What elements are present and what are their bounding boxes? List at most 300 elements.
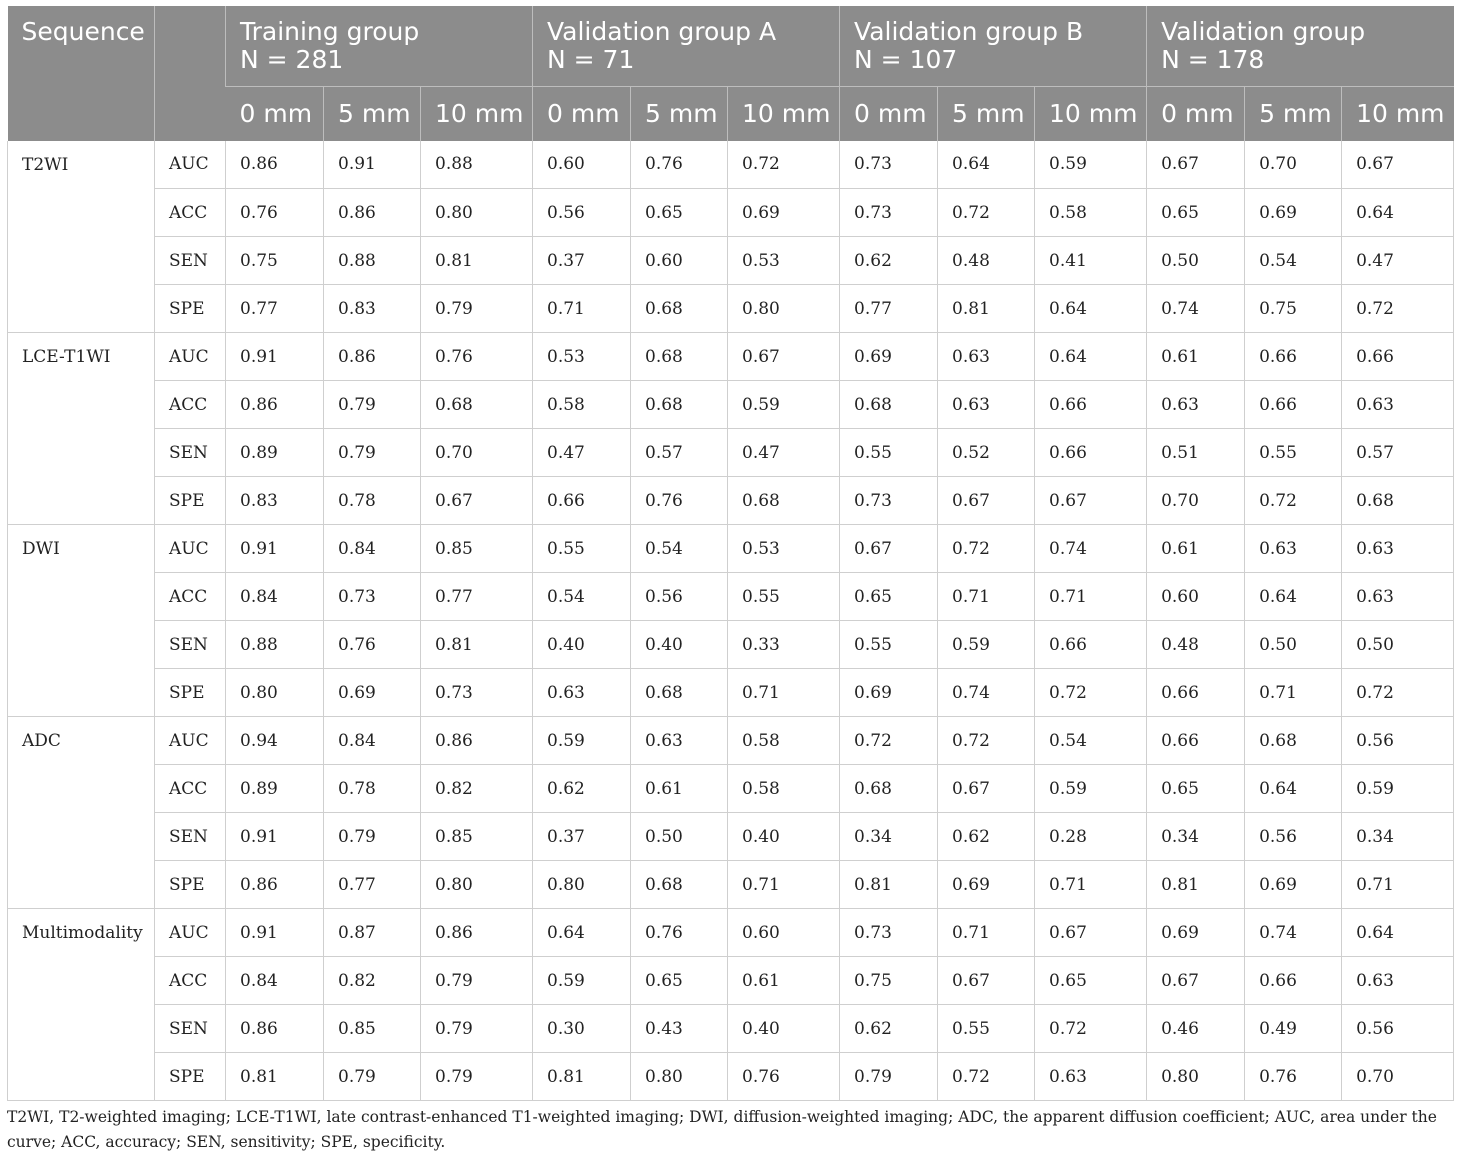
- metric-label: SEN: [155, 1005, 226, 1053]
- value-cell: 0.37: [533, 813, 631, 861]
- value-cell: 0.68: [421, 381, 533, 429]
- value-cell: 0.79: [421, 957, 533, 1005]
- value-cell: 0.79: [324, 381, 421, 429]
- value-cell: 0.67: [1035, 909, 1147, 957]
- value-cell: 0.84: [324, 717, 421, 765]
- value-cell: 0.63: [938, 333, 1035, 381]
- value-cell: 0.63: [1245, 525, 1342, 573]
- value-cell: 0.54: [1035, 717, 1147, 765]
- value-cell: 0.84: [226, 957, 324, 1005]
- value-cell: 0.91: [324, 141, 421, 189]
- value-cell: 0.55: [840, 429, 938, 477]
- value-cell: 0.50: [1342, 621, 1454, 669]
- value-cell: 0.72: [938, 189, 1035, 237]
- value-cell: 0.62: [840, 237, 938, 285]
- value-cell: 0.40: [728, 813, 840, 861]
- value-cell: 0.81: [421, 621, 533, 669]
- value-cell: 0.77: [421, 573, 533, 621]
- value-cell: 0.56: [533, 189, 631, 237]
- value-cell: 0.56: [631, 573, 728, 621]
- value-cell: 0.68: [631, 861, 728, 909]
- table-row: [8, 237, 1454, 285]
- distance-header: 5 mm: [938, 86, 1035, 141]
- value-cell: 0.52: [938, 429, 1035, 477]
- value-cell: 0.57: [631, 429, 728, 477]
- value-cell: 0.58: [728, 717, 840, 765]
- group-n: N = 107: [854, 45, 958, 74]
- value-cell: 0.50: [1147, 237, 1245, 285]
- value-cell: 0.75: [226, 237, 324, 285]
- value-cell: 0.65: [1147, 765, 1245, 813]
- value-cell: 0.43: [631, 1005, 728, 1053]
- distance-header: 0 mm: [1147, 86, 1245, 141]
- value-cell: 0.76: [728, 1053, 840, 1101]
- value-cell: 0.55: [533, 525, 631, 573]
- value-cell: 0.58: [1035, 189, 1147, 237]
- value-cell: 0.86: [324, 189, 421, 237]
- value-cell: 0.70: [1342, 1053, 1454, 1101]
- value-cell: 0.72: [1035, 669, 1147, 717]
- value-cell: 0.40: [533, 621, 631, 669]
- group-header-validation-b: [840, 6, 1147, 86]
- group-n: N = 281: [240, 45, 344, 74]
- sequence-name: LCE-T1WI: [8, 333, 155, 525]
- value-cell: 0.91: [226, 909, 324, 957]
- value-cell: 0.81: [421, 237, 533, 285]
- value-cell: 0.84: [226, 573, 324, 621]
- sequence-name: ADC: [8, 717, 155, 909]
- value-cell: 0.62: [938, 813, 1035, 861]
- value-cell: 0.47: [728, 429, 840, 477]
- value-cell: 0.67: [1342, 141, 1454, 189]
- value-cell: 0.72: [728, 141, 840, 189]
- value-cell: 0.67: [1147, 141, 1245, 189]
- value-cell: 0.86: [226, 1005, 324, 1053]
- value-cell: 0.72: [938, 717, 1035, 765]
- metric-label: SPE: [155, 861, 226, 909]
- value-cell: 0.67: [938, 477, 1035, 525]
- value-cell: 0.68: [631, 285, 728, 333]
- group-header-validation-a: [533, 6, 840, 86]
- value-cell: 0.55: [1245, 429, 1342, 477]
- value-cell: 0.63: [1342, 957, 1454, 1005]
- value-cell: 0.73: [421, 669, 533, 717]
- value-cell: 0.62: [840, 1005, 938, 1053]
- value-cell: 0.72: [840, 717, 938, 765]
- value-cell: 0.53: [728, 525, 840, 573]
- metric-label: SEN: [155, 429, 226, 477]
- value-cell: 0.88: [324, 237, 421, 285]
- value-cell: 0.50: [631, 813, 728, 861]
- value-cell: 0.53: [533, 333, 631, 381]
- value-cell: 0.79: [324, 1053, 421, 1101]
- value-cell: 0.64: [1035, 285, 1147, 333]
- value-cell: 0.74: [1245, 909, 1342, 957]
- distance-header: 10 mm: [728, 86, 840, 141]
- value-cell: 0.79: [421, 1053, 533, 1101]
- value-cell: 0.71: [938, 909, 1035, 957]
- value-cell: 0.76: [631, 477, 728, 525]
- value-cell: 0.81: [1147, 861, 1245, 909]
- group-title: Validation group: [1161, 17, 1366, 46]
- value-cell: 0.63: [1342, 525, 1454, 573]
- metric-label: AUC: [155, 141, 226, 189]
- value-cell: 0.67: [1147, 957, 1245, 1005]
- value-cell: 0.86: [324, 333, 421, 381]
- value-cell: 0.91: [226, 333, 324, 381]
- value-cell: 0.91: [226, 525, 324, 573]
- value-cell: 0.40: [728, 1005, 840, 1053]
- value-cell: 0.55: [840, 621, 938, 669]
- value-cell: 0.47: [1342, 237, 1454, 285]
- value-cell: 0.66: [1245, 381, 1342, 429]
- metric-label: AUC: [155, 717, 226, 765]
- metric-label: AUC: [155, 909, 226, 957]
- value-cell: 0.76: [324, 621, 421, 669]
- value-cell: 0.89: [226, 765, 324, 813]
- value-cell: 0.70: [421, 429, 533, 477]
- distance-header: 0 mm: [533, 86, 631, 141]
- results-table-container: [7, 6, 1453, 1155]
- table-header: [8, 6, 1454, 141]
- value-cell: 0.60: [1147, 573, 1245, 621]
- metric-label: SEN: [155, 813, 226, 861]
- value-cell: 0.64: [938, 141, 1035, 189]
- value-cell: 0.77: [840, 285, 938, 333]
- results-table: [7, 6, 1454, 1101]
- value-cell: 0.34: [1147, 813, 1245, 861]
- value-cell: 0.58: [533, 381, 631, 429]
- value-cell: 0.71: [1245, 669, 1342, 717]
- table-body: [8, 141, 1454, 1101]
- value-cell: 0.80: [631, 1053, 728, 1101]
- value-cell: 0.48: [938, 237, 1035, 285]
- value-cell: 0.80: [533, 861, 631, 909]
- value-cell: 0.79: [324, 429, 421, 477]
- value-cell: 0.62: [533, 765, 631, 813]
- value-cell: 0.83: [324, 285, 421, 333]
- table-row: [8, 477, 1454, 525]
- value-cell: 0.61: [1147, 525, 1245, 573]
- value-cell: 0.61: [1147, 333, 1245, 381]
- value-cell: 0.68: [728, 477, 840, 525]
- value-cell: 0.73: [840, 189, 938, 237]
- value-cell: 0.74: [1035, 525, 1147, 573]
- group-title: Training group: [240, 17, 420, 46]
- value-cell: 0.56: [1342, 717, 1454, 765]
- value-cell: 0.68: [631, 333, 728, 381]
- value-cell: 0.63: [1035, 1053, 1147, 1101]
- value-cell: 0.66: [1035, 381, 1147, 429]
- metric-label: SEN: [155, 237, 226, 285]
- distance-header: 0 mm: [840, 86, 938, 141]
- value-cell: 0.79: [324, 813, 421, 861]
- value-cell: 0.59: [1342, 765, 1454, 813]
- value-cell: 0.55: [728, 573, 840, 621]
- distance-header: 0 mm: [226, 86, 324, 141]
- table-row: [8, 717, 1454, 765]
- value-cell: 0.59: [533, 957, 631, 1005]
- value-cell: 0.69: [840, 333, 938, 381]
- group-header-training: [226, 6, 533, 86]
- value-cell: 0.83: [226, 477, 324, 525]
- value-cell: 0.51: [1147, 429, 1245, 477]
- table-row: [8, 669, 1454, 717]
- value-cell: 0.71: [938, 573, 1035, 621]
- table-row: [8, 861, 1454, 909]
- value-cell: 0.85: [421, 813, 533, 861]
- metric-label: SPE: [155, 669, 226, 717]
- value-cell: 0.63: [1342, 381, 1454, 429]
- distance-header: 10 mm: [421, 86, 533, 141]
- table-row: [8, 765, 1454, 813]
- value-cell: 0.69: [728, 189, 840, 237]
- value-cell: 0.49: [1245, 1005, 1342, 1053]
- value-cell: 0.73: [324, 573, 421, 621]
- value-cell: 0.86: [421, 909, 533, 957]
- value-cell: 0.79: [421, 1005, 533, 1053]
- value-cell: 0.50: [1245, 621, 1342, 669]
- value-cell: 0.76: [421, 333, 533, 381]
- value-cell: 0.59: [1035, 141, 1147, 189]
- value-cell: 0.70: [1147, 477, 1245, 525]
- value-cell: 0.65: [631, 957, 728, 1005]
- value-cell: 0.65: [1035, 957, 1147, 1005]
- value-cell: 0.70: [1245, 141, 1342, 189]
- group-n: N = 178: [1161, 45, 1265, 74]
- value-cell: 0.65: [631, 189, 728, 237]
- value-cell: 0.68: [631, 669, 728, 717]
- value-cell: 0.48: [1147, 621, 1245, 669]
- value-cell: 0.88: [226, 621, 324, 669]
- value-cell: 0.94: [226, 717, 324, 765]
- value-cell: 0.66: [1245, 333, 1342, 381]
- table-row: [8, 1053, 1454, 1101]
- value-cell: 0.76: [1245, 1053, 1342, 1101]
- value-cell: 0.74: [1147, 285, 1245, 333]
- value-cell: 0.68: [631, 381, 728, 429]
- table-row: [8, 189, 1454, 237]
- metric-label: SPE: [155, 285, 226, 333]
- value-cell: 0.67: [1035, 477, 1147, 525]
- value-cell: 0.73: [840, 477, 938, 525]
- value-cell: 0.53: [728, 237, 840, 285]
- value-cell: 0.66: [1245, 957, 1342, 1005]
- table-row: [8, 429, 1454, 477]
- sequence-header: Sequence: [8, 6, 155, 141]
- distance-header: 5 mm: [1245, 86, 1342, 141]
- table-row: [8, 957, 1454, 1005]
- value-cell: 0.59: [728, 381, 840, 429]
- value-cell: 0.54: [1245, 237, 1342, 285]
- value-cell: 0.64: [1245, 765, 1342, 813]
- value-cell: 0.34: [840, 813, 938, 861]
- value-cell: 0.75: [840, 957, 938, 1005]
- value-cell: 0.78: [324, 765, 421, 813]
- value-cell: 0.65: [1147, 189, 1245, 237]
- group-title: Validation group A: [547, 17, 777, 46]
- value-cell: 0.68: [1245, 717, 1342, 765]
- value-cell: 0.30: [533, 1005, 631, 1053]
- value-cell: 0.67: [421, 477, 533, 525]
- value-cell: 0.80: [1147, 1053, 1245, 1101]
- value-cell: 0.59: [533, 717, 631, 765]
- table-row: [8, 333, 1454, 381]
- value-cell: 0.33: [728, 621, 840, 669]
- metric-label: ACC: [155, 957, 226, 1005]
- metric-label: AUC: [155, 525, 226, 573]
- value-cell: 0.68: [840, 765, 938, 813]
- metric-label: ACC: [155, 765, 226, 813]
- value-cell: 0.65: [840, 573, 938, 621]
- value-cell: 0.63: [533, 669, 631, 717]
- value-cell: 0.78: [324, 477, 421, 525]
- metric-label: ACC: [155, 573, 226, 621]
- value-cell: 0.91: [226, 813, 324, 861]
- value-cell: 0.72: [1245, 477, 1342, 525]
- value-cell: 0.80: [226, 669, 324, 717]
- value-cell: 0.72: [938, 1053, 1035, 1101]
- value-cell: 0.69: [1147, 909, 1245, 957]
- value-cell: 0.66: [533, 477, 631, 525]
- value-cell: 0.81: [533, 1053, 631, 1101]
- value-cell: 0.76: [631, 141, 728, 189]
- value-cell: 0.60: [533, 141, 631, 189]
- value-cell: 0.69: [324, 669, 421, 717]
- value-cell: 0.67: [728, 333, 840, 381]
- value-cell: 0.77: [324, 861, 421, 909]
- value-cell: 0.68: [840, 381, 938, 429]
- group-header-validation: [1147, 6, 1454, 86]
- table-row: [8, 1005, 1454, 1053]
- value-cell: 0.69: [1245, 189, 1342, 237]
- value-cell: 0.47: [533, 429, 631, 477]
- value-cell: 0.85: [421, 525, 533, 573]
- value-cell: 0.28: [1035, 813, 1147, 861]
- value-cell: 0.84: [324, 525, 421, 573]
- value-cell: 0.57: [1342, 429, 1454, 477]
- value-cell: 0.59: [938, 621, 1035, 669]
- value-cell: 0.86: [421, 717, 533, 765]
- value-cell: 0.85: [324, 1005, 421, 1053]
- value-cell: 0.86: [226, 141, 324, 189]
- value-cell: 0.64: [1245, 573, 1342, 621]
- distance-header: 10 mm: [1035, 86, 1147, 141]
- value-cell: 0.81: [938, 285, 1035, 333]
- value-cell: 0.71: [533, 285, 631, 333]
- distance-header: 5 mm: [631, 86, 728, 141]
- value-cell: 0.82: [324, 957, 421, 1005]
- value-cell: 0.87: [324, 909, 421, 957]
- value-cell: 0.46: [1147, 1005, 1245, 1053]
- metric-label: SPE: [155, 477, 226, 525]
- value-cell: 0.86: [226, 381, 324, 429]
- value-cell: 0.80: [421, 189, 533, 237]
- value-cell: 0.71: [728, 669, 840, 717]
- value-cell: 0.67: [938, 957, 1035, 1005]
- value-cell: 0.69: [840, 669, 938, 717]
- value-cell: 0.75: [1245, 285, 1342, 333]
- value-cell: 0.72: [1035, 1005, 1147, 1053]
- metric-header: [155, 6, 226, 141]
- value-cell: 0.72: [1342, 285, 1454, 333]
- value-cell: 0.61: [631, 765, 728, 813]
- value-cell: 0.66: [1147, 717, 1245, 765]
- value-cell: 0.69: [938, 861, 1035, 909]
- table-row: [8, 285, 1454, 333]
- value-cell: 0.63: [1147, 381, 1245, 429]
- value-cell: 0.89: [226, 429, 324, 477]
- value-cell: 0.67: [938, 765, 1035, 813]
- value-cell: 0.60: [631, 237, 728, 285]
- value-cell: 0.63: [631, 717, 728, 765]
- value-cell: 0.86: [226, 861, 324, 909]
- value-cell: 0.60: [728, 909, 840, 957]
- table-row: [8, 621, 1454, 669]
- value-cell: 0.67: [840, 525, 938, 573]
- value-cell: 0.58: [728, 765, 840, 813]
- sequence-name: DWI: [8, 525, 155, 717]
- value-cell: 0.64: [1035, 333, 1147, 381]
- value-cell: 0.71: [1035, 573, 1147, 621]
- value-cell: 0.68: [1342, 477, 1454, 525]
- value-cell: 0.76: [226, 189, 324, 237]
- table-row: [8, 813, 1454, 861]
- value-cell: 0.56: [1342, 1005, 1454, 1053]
- value-cell: 0.79: [421, 285, 533, 333]
- group-n: N = 71: [547, 45, 635, 74]
- value-cell: 0.55: [938, 1005, 1035, 1053]
- value-cell: 0.63: [1342, 573, 1454, 621]
- value-cell: 0.73: [840, 909, 938, 957]
- value-cell: 0.72: [938, 525, 1035, 573]
- metric-label: AUC: [155, 333, 226, 381]
- table-row: [8, 909, 1454, 957]
- value-cell: 0.73: [840, 141, 938, 189]
- metric-label: ACC: [155, 189, 226, 237]
- value-cell: 0.64: [1342, 189, 1454, 237]
- value-cell: 0.66: [1342, 333, 1454, 381]
- value-cell: 0.34: [1342, 813, 1454, 861]
- value-cell: 0.69: [1245, 861, 1342, 909]
- value-cell: 0.54: [631, 525, 728, 573]
- value-cell: 0.59: [1035, 765, 1147, 813]
- sequence-name: T2WI: [8, 141, 155, 333]
- metric-label: ACC: [155, 381, 226, 429]
- group-title: Validation group B: [854, 17, 1084, 46]
- value-cell: 0.81: [840, 861, 938, 909]
- value-cell: 0.71: [1035, 861, 1147, 909]
- value-cell: 0.80: [421, 861, 533, 909]
- metric-label: SEN: [155, 621, 226, 669]
- value-cell: 0.54: [533, 573, 631, 621]
- value-cell: 0.66: [1147, 669, 1245, 717]
- value-cell: 0.74: [938, 669, 1035, 717]
- distance-header: 5 mm: [324, 86, 421, 141]
- value-cell: 0.71: [1342, 861, 1454, 909]
- metric-label: SPE: [155, 1053, 226, 1101]
- table-row: [8, 573, 1454, 621]
- value-cell: 0.82: [421, 765, 533, 813]
- sequence-name: Multimodality: [8, 909, 155, 1101]
- table-row: [8, 381, 1454, 429]
- table-row: [8, 141, 1454, 189]
- value-cell: 0.64: [533, 909, 631, 957]
- value-cell: 0.64: [1342, 909, 1454, 957]
- distance-header: 10 mm: [1342, 86, 1454, 141]
- value-cell: 0.61: [728, 957, 840, 1005]
- value-cell: 0.88: [421, 141, 533, 189]
